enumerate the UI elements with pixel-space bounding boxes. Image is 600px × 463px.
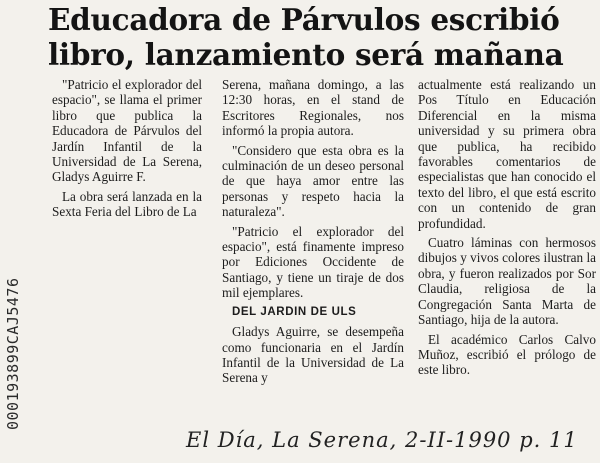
column3-paragraph-3: El académico Carlos Calvo Muñoz, escribió el prólogo de este libro. [418, 331, 596, 378]
article-headline [48, 2, 596, 72]
column1-paragraph-1: "Patricio el explorador del espacio", se llama el primer libro que publica la Educadora de Párvulos del Jardín Infantil de la Universidad de La Serena, Gladys Aguirre F. [52, 77, 202, 185]
section-subheading: DEL JARDIN DE ULS [232, 305, 357, 318]
column2-paragraph-2: "Considero que esta obra es la culminación de un deseo personal de que haya amor entre las personas y respeto hacia la naturaleza". [222, 142, 404, 220]
column3-paragraph-2: Cuatro láminas con hermosos dibujos y vivos colores ilustran la obra, y fueron realizados por Sor Claudia, religiosa de la Congregación Santa Marta de Santiago, hija de la autora. [418, 235, 596, 328]
archive-code-annotation: 000193899CAJ5476 [4, 277, 22, 430]
column2-paragraph-1: Serena, mañana domingo, a las 12:30 horas, en el stand de Escritores Regionales, nos informó la propia autora. [222, 77, 404, 139]
column2-paragraph-4: Gladys Aguirre, se desempeña como funcionaria en el Jardín Infantil de la Universidad de La Serena y [222, 324, 404, 386]
handwritten-source-note: El Día, La Serena, 2-II-1990 p. 11 [186, 428, 578, 452]
article-column-3 [418, 77, 596, 382]
column1-paragraph-2: La obra será lanzada en la Sexta Feria del Libro de La [52, 188, 202, 220]
column2-paragraph-3: "Patricio el explorador del espacio", está finamente impreso por Ediciones Occidente de Santiago, y tiene un tiraje de dos mil ejemplares. [222, 223, 404, 301]
article-column-2 [222, 77, 404, 390]
article-column-1 [52, 77, 202, 224]
column3-paragraph-1: actualmente está realizando un Pos Título en Educación Diferencial en la misma universidad y su primera obra que publica, ha recibido favorables comentarios de especialistas que han conocido el texto del libro, el que está escrito con un contenido de gran profundidad. [418, 77, 596, 231]
headline-line-2: libro, lanzamiento será mañana [48, 37, 564, 72]
headline-line-1: Educadora de Párvulos escribió [48, 2, 560, 37]
